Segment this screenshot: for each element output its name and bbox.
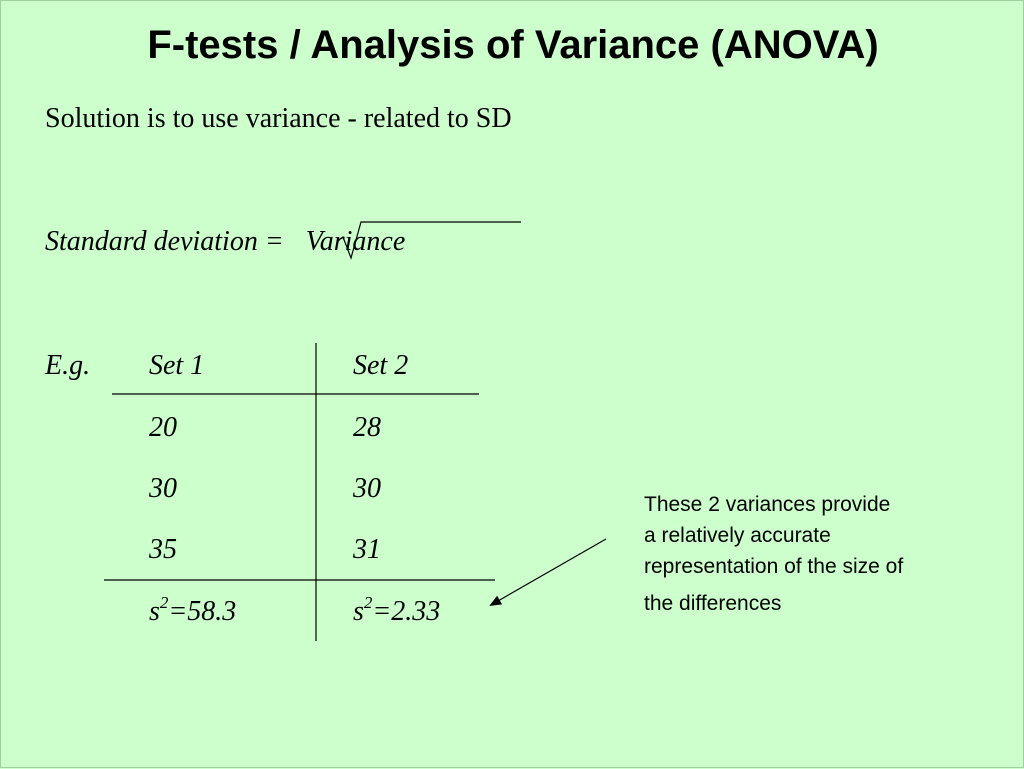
variance-set2: $s^2=2.33$	[353, 593, 441, 627]
cell-set2-row3: 31	[353, 534, 381, 565]
annotation-line: These 2 variances provide	[644, 493, 891, 516]
cell-set1-row2: 30	[149, 473, 177, 504]
subtitle: Solution is to use variance - related to SD	[45, 103, 512, 134]
slide-title: F-tests / Analysis of Variance (ANOVA)	[147, 23, 879, 67]
sqrt-sign	[337, 222, 521, 258]
header-set2: Set 2	[353, 350, 409, 381]
header-set1: Set 1	[149, 350, 205, 381]
cell-set2-row2: 30	[353, 473, 381, 504]
eg-label: E.g.	[45, 350, 91, 381]
annotation-line: a relatively accurate	[644, 524, 831, 547]
sd-radicand: Variance	[305, 226, 406, 257]
cell-set1-row3: 35	[149, 534, 177, 565]
cell-set1-row1: 20	[149, 412, 177, 443]
annotation-line: representation of the size of	[644, 555, 904, 578]
sd-label: Standard deviation =	[45, 226, 284, 257]
drawing-layer	[1, 1, 1024, 769]
cell-set2-row1: 28	[353, 412, 381, 443]
annotation-line: the differences	[644, 592, 782, 615]
variance-set1: $s^2=58.3$	[149, 593, 237, 627]
annotation-arrow	[491, 539, 606, 605]
